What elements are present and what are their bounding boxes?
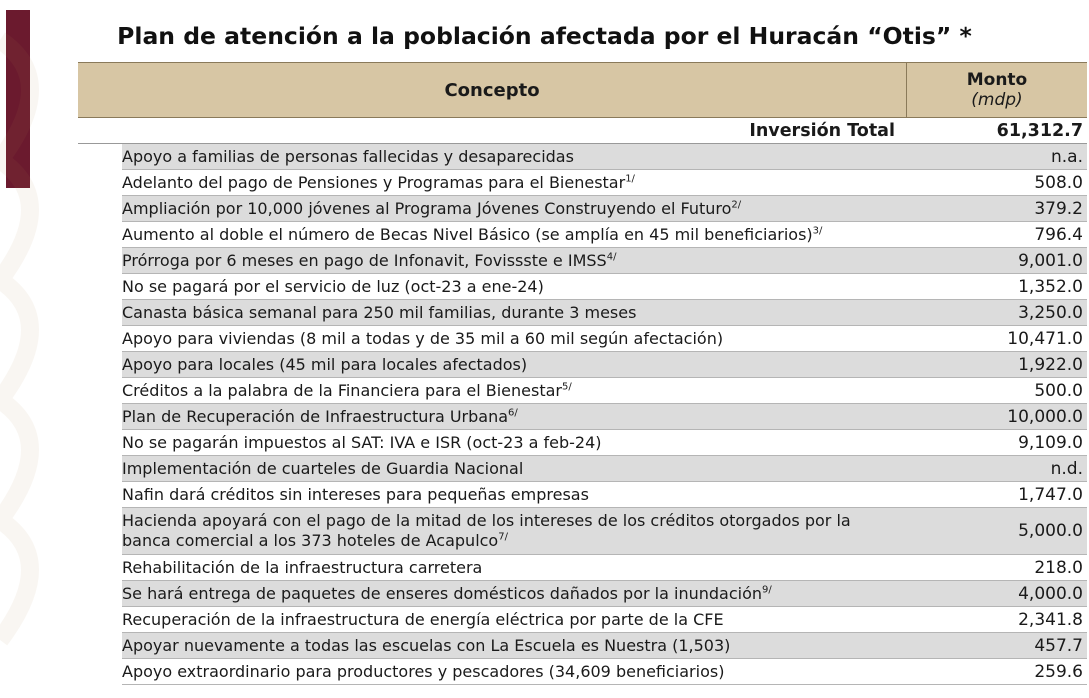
footnote-marker: 9/ bbox=[762, 584, 772, 596]
row-concept: Apoyo para viviendas (8 mil a todas y de 35 mil a 60 mil según afectación) bbox=[122, 328, 724, 348]
row-amount: 3,250.0 bbox=[1018, 302, 1083, 323]
row-concept: No se pagará por el servicio de luz (oct-23 a ene-24) bbox=[122, 276, 544, 296]
table-row bbox=[122, 378, 1087, 404]
row-concept: Hacienda apoyará con el pago de la mitad de los intereses de los créditos otorgados por la banca comercial a los 373 hoteles de Acapulco$^{7/}$ bbox=[122, 511, 851, 550]
row-amount: 259.6 bbox=[1034, 661, 1083, 682]
total-row bbox=[78, 119, 1087, 144]
row-amount: 1,747.0 bbox=[1018, 484, 1083, 505]
row-concept: Rehabilitación de la infraestructura carretera bbox=[122, 557, 483, 577]
table-row bbox=[122, 659, 1087, 685]
header-monto bbox=[907, 63, 1087, 117]
row-concept: Créditos a la palabra de la Financiera para el Bienestar$^{5/}$ bbox=[122, 380, 572, 400]
row-amount: 10,000.0 bbox=[1007, 406, 1083, 427]
footnote-marker: 6/ bbox=[508, 407, 518, 419]
row-concept: Implementación de cuarteles de Guardia Nacional bbox=[122, 458, 524, 478]
table-row bbox=[122, 404, 1087, 430]
row-concept: Aumento al doble el número de Becas Nivel Básico (se amplía en 45 mil beneficiarios)$^{3/}$ bbox=[122, 224, 823, 244]
row-amount: 218.0 bbox=[1034, 557, 1083, 578]
row-amount: 1,922.0 bbox=[1018, 354, 1083, 375]
row-concept: Nafin dará créditos sin intereses para pequeñas empresas bbox=[122, 484, 589, 504]
row-amount: n.a. bbox=[1051, 146, 1083, 167]
table-header bbox=[78, 62, 1087, 118]
table-row bbox=[122, 352, 1087, 378]
row-concept: No se pagarán impuestos al SAT: IVA e ISR (oct-23 a feb-24) bbox=[122, 432, 602, 452]
row-concept: Apoyar nuevamente a todas las escuelas con La Escuela es Nuestra (1,503) bbox=[122, 635, 731, 655]
table-row bbox=[122, 430, 1087, 456]
row-concept: Se hará entrega de paquetes de enseres domésticos dañados por la inundación$^{9/}$ bbox=[122, 583, 772, 603]
row-concept: Prórroga por 6 meses en pago de Infonavit, Fovissste e $IMSS^{4/}$ bbox=[122, 250, 617, 270]
table-row bbox=[122, 326, 1087, 352]
table-body bbox=[78, 144, 1087, 685]
row-concept: Apoyo a familias de personas fallecidas y desaparecidas bbox=[122, 146, 574, 166]
row-concept: Plan de Recuperación de Infraestructura Urbana$^{6/}$ bbox=[122, 406, 518, 426]
table-row bbox=[122, 196, 1087, 222]
page-title: Plan de atención a la población afectada por el Huracán “Otis” * bbox=[117, 22, 972, 50]
table-row bbox=[122, 300, 1087, 326]
row-amount: 9,109.0 bbox=[1018, 432, 1083, 453]
header-monto-unit: (mdp) bbox=[971, 90, 1023, 110]
table-row bbox=[122, 581, 1087, 607]
table-row bbox=[122, 456, 1087, 482]
row-amount: 500.0 bbox=[1034, 380, 1083, 401]
table-row bbox=[122, 508, 1087, 555]
table-row bbox=[122, 274, 1087, 300]
table-row bbox=[122, 555, 1087, 581]
table-row bbox=[122, 248, 1087, 274]
row-amount: 5,000.0 bbox=[1018, 521, 1083, 541]
header-concepto: Concepto bbox=[78, 63, 907, 117]
row-amount: 9,001.0 bbox=[1018, 250, 1083, 271]
header-monto-label: Monto bbox=[966, 70, 1028, 90]
row-amount: 10,471.0 bbox=[1007, 328, 1083, 349]
row-concept: Apoyo para locales (45 mil para locales afectados) bbox=[122, 354, 528, 374]
table-row bbox=[122, 482, 1087, 508]
row-amount: n.d. bbox=[1050, 458, 1083, 479]
row-amount: 1,352.0 bbox=[1018, 276, 1083, 297]
table-row bbox=[122, 144, 1087, 170]
total-value: 61,312.7 bbox=[996, 121, 1083, 141]
table-row bbox=[122, 222, 1087, 248]
row-amount: 4,000.0 bbox=[1018, 583, 1083, 604]
row-amount: 796.4 bbox=[1034, 224, 1083, 245]
footnote-marker: 1/ bbox=[625, 173, 635, 185]
budget-table bbox=[78, 62, 1087, 685]
row-concept: Canasta básica semanal para 250 mil familias, durante 3 meses bbox=[122, 302, 637, 322]
row-amount: 2,341.8 bbox=[1018, 609, 1083, 630]
footnote-marker: 4/ bbox=[606, 251, 617, 263]
footnote-marker: 2/ bbox=[731, 199, 742, 211]
footnote-marker: 3/ bbox=[812, 225, 823, 237]
table-row bbox=[122, 170, 1087, 196]
row-concept: Apoyo extraordinario para productores y pescadores (34,609 beneficiarios) bbox=[122, 661, 725, 681]
row-concept: Recuperación de la infraestructura de energía eléctrica por parte de la CFE bbox=[122, 609, 724, 629]
table-row bbox=[122, 633, 1087, 659]
row-concept: Adelanto del pago de Pensiones y Programas para el Bienestar$^{1/}$ bbox=[122, 172, 635, 192]
row-amount: 379.2 bbox=[1034, 198, 1083, 219]
table-row bbox=[122, 607, 1087, 633]
row-concept: Ampliación por 10,000 jóvenes al Programa Jóvenes Construyendo el Futuro$^{2/}$ bbox=[122, 198, 742, 218]
row-amount: 457.7 bbox=[1034, 635, 1083, 656]
footnote-marker: 5/ bbox=[561, 381, 572, 393]
footnote-marker: 7/ bbox=[498, 531, 508, 543]
row-amount: 508.0 bbox=[1034, 172, 1083, 193]
total-label: Inversión Total bbox=[749, 121, 895, 141]
